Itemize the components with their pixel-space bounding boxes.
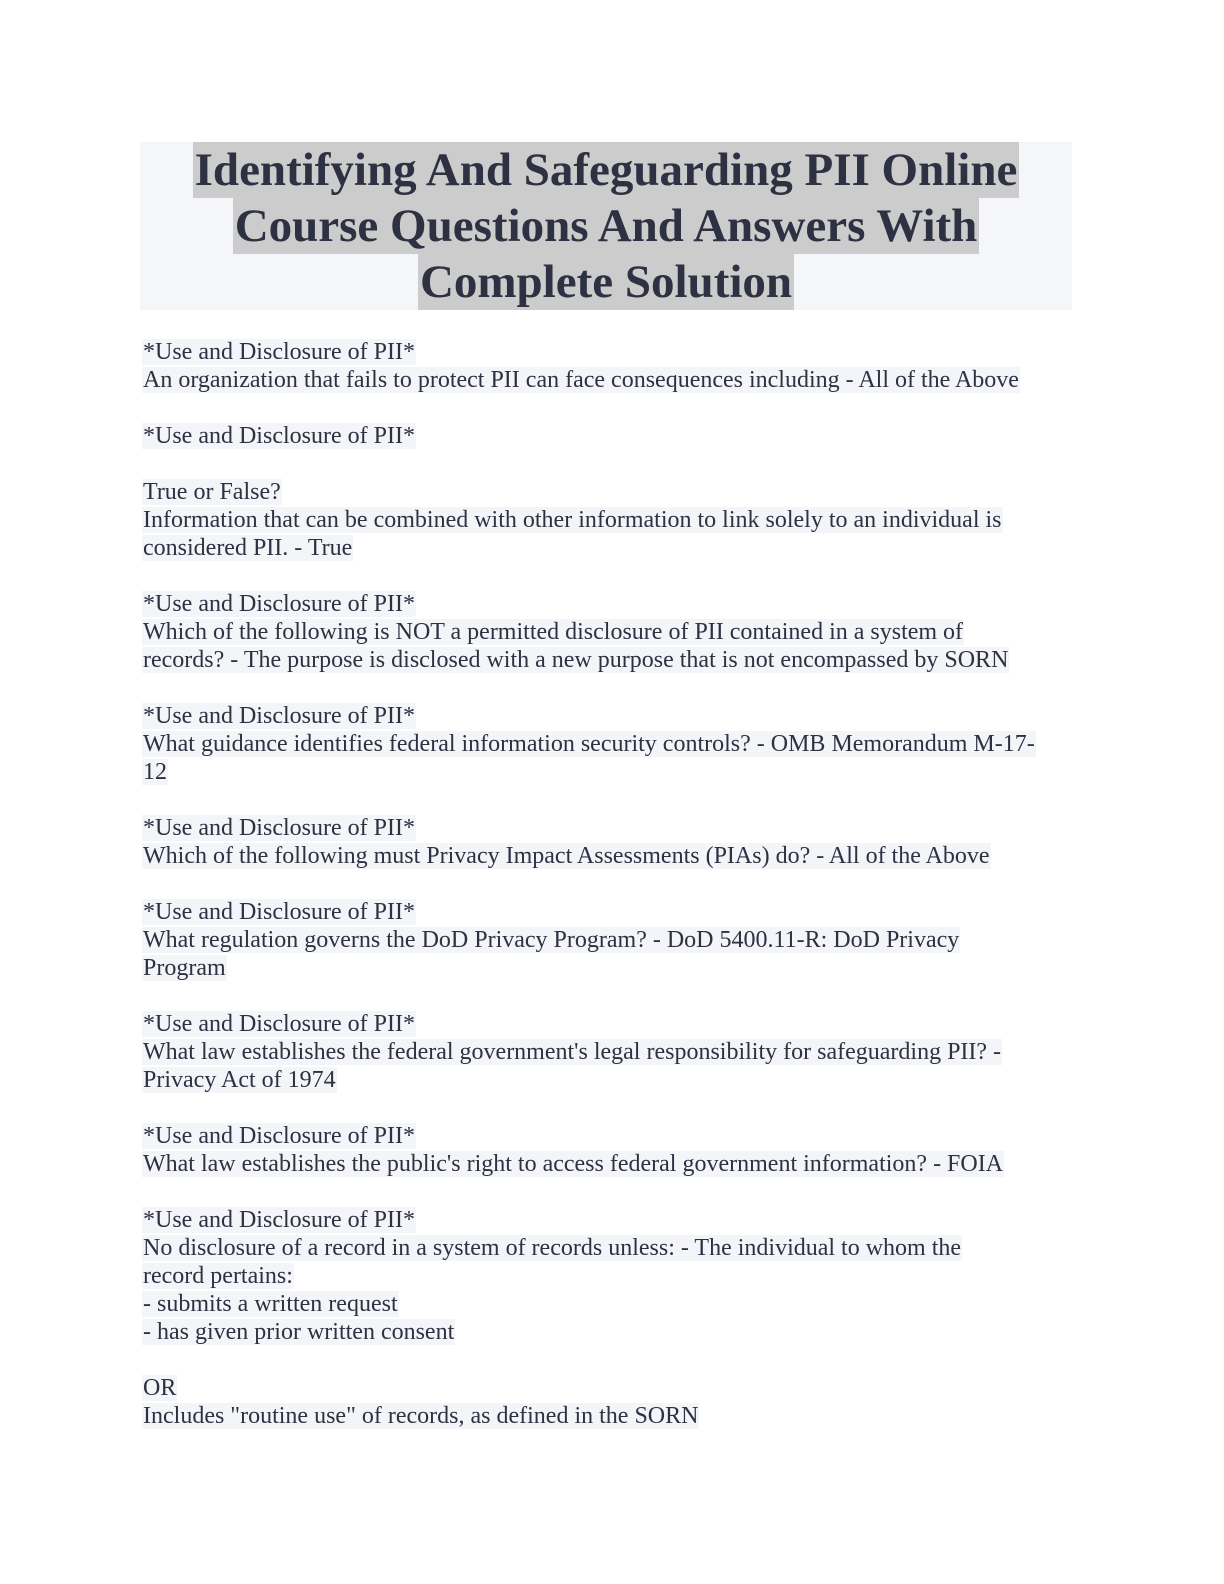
- section-heading: *Use and Disclosure of PII*: [143, 1123, 415, 1149]
- title-line: Course Questions And Answers With: [234, 200, 978, 252]
- qa-block: [142, 898, 1082, 1010]
- section-heading: *Use and Disclosure of PII*: [143, 899, 415, 925]
- section-heading: *Use and Disclosure of PII*: [143, 423, 415, 449]
- document-title: [140, 142, 1072, 310]
- qa-text-line: What law establishes the federal government's legal responsibility for safeguarding PII? -: [143, 1039, 1002, 1065]
- qa-text-line: What regulation governs the DoD Privacy Program? - DoD 5400.11-R: DoD Privacy: [143, 927, 960, 953]
- qa-block: [142, 1206, 1082, 1430]
- qa-text-line: record pertains:: [143, 1263, 293, 1289]
- qa-text-line: What law establishes the public's right to access federal government information? - FOIA: [143, 1151, 1004, 1177]
- section-heading: *Use and Disclosure of PII*: [143, 1207, 415, 1233]
- title-line: Complete Solution: [419, 256, 793, 308]
- qa-block: [142, 1010, 1082, 1122]
- qa-text-line: Information that can be combined with other information to link solely to an individual is: [143, 507, 1002, 533]
- qa-text-line: No disclosure of a record in a system of records unless: - The individual to whom the: [143, 1235, 962, 1261]
- qa-block: [142, 338, 1082, 422]
- qa-text-line: records? - The purpose is disclosed with a new purpose that is not encompassed by SORN: [143, 647, 1009, 673]
- section-heading: *Use and Disclosure of PII*: [143, 703, 415, 729]
- section-heading: *Use and Disclosure of PII*: [143, 815, 415, 841]
- qa-text-line: Privacy Act of 1974: [143, 1067, 336, 1093]
- section-heading: *Use and Disclosure of PII*: [143, 591, 415, 617]
- qa-text-line: Which of the following must Privacy Impact Assessments (PIAs) do? - All of the Above: [143, 843, 990, 869]
- qa-text-line: True or False?: [143, 479, 281, 505]
- qa-block: [142, 590, 1082, 702]
- qa-text-line: Includes "routine use" of records, as defined in the SORN: [143, 1403, 699, 1429]
- section-heading: *Use and Disclosure of PII*: [143, 1011, 415, 1037]
- qa-text-line: 12: [143, 759, 167, 785]
- title-line: Identifying And Safeguarding PII Online: [194, 144, 1018, 196]
- qa-text-line: - submits a written request: [143, 1291, 398, 1317]
- qa-text-line: considered PII. - True: [143, 535, 353, 561]
- qa-text-line: An organization that fails to protect PII can face consequences including - All of the Above: [143, 367, 1019, 393]
- document-body: [142, 338, 1082, 1430]
- qa-text-line: OR: [143, 1375, 177, 1401]
- qa-block: [142, 1122, 1082, 1206]
- qa-block: [142, 422, 1082, 590]
- qa-text-line: Program: [143, 955, 226, 981]
- section-heading: *Use and Disclosure of PII*: [143, 339, 415, 365]
- qa-text-line: Which of the following is NOT a permitted disclosure of PII contained in a system of: [143, 619, 964, 645]
- qa-text-line: - has given prior written consent: [143, 1319, 455, 1345]
- qa-block: [142, 814, 1082, 898]
- qa-block: [142, 702, 1082, 814]
- qa-text-line: What guidance identifies federal information security controls? - OMB Memorandum M-17-: [143, 731, 1035, 757]
